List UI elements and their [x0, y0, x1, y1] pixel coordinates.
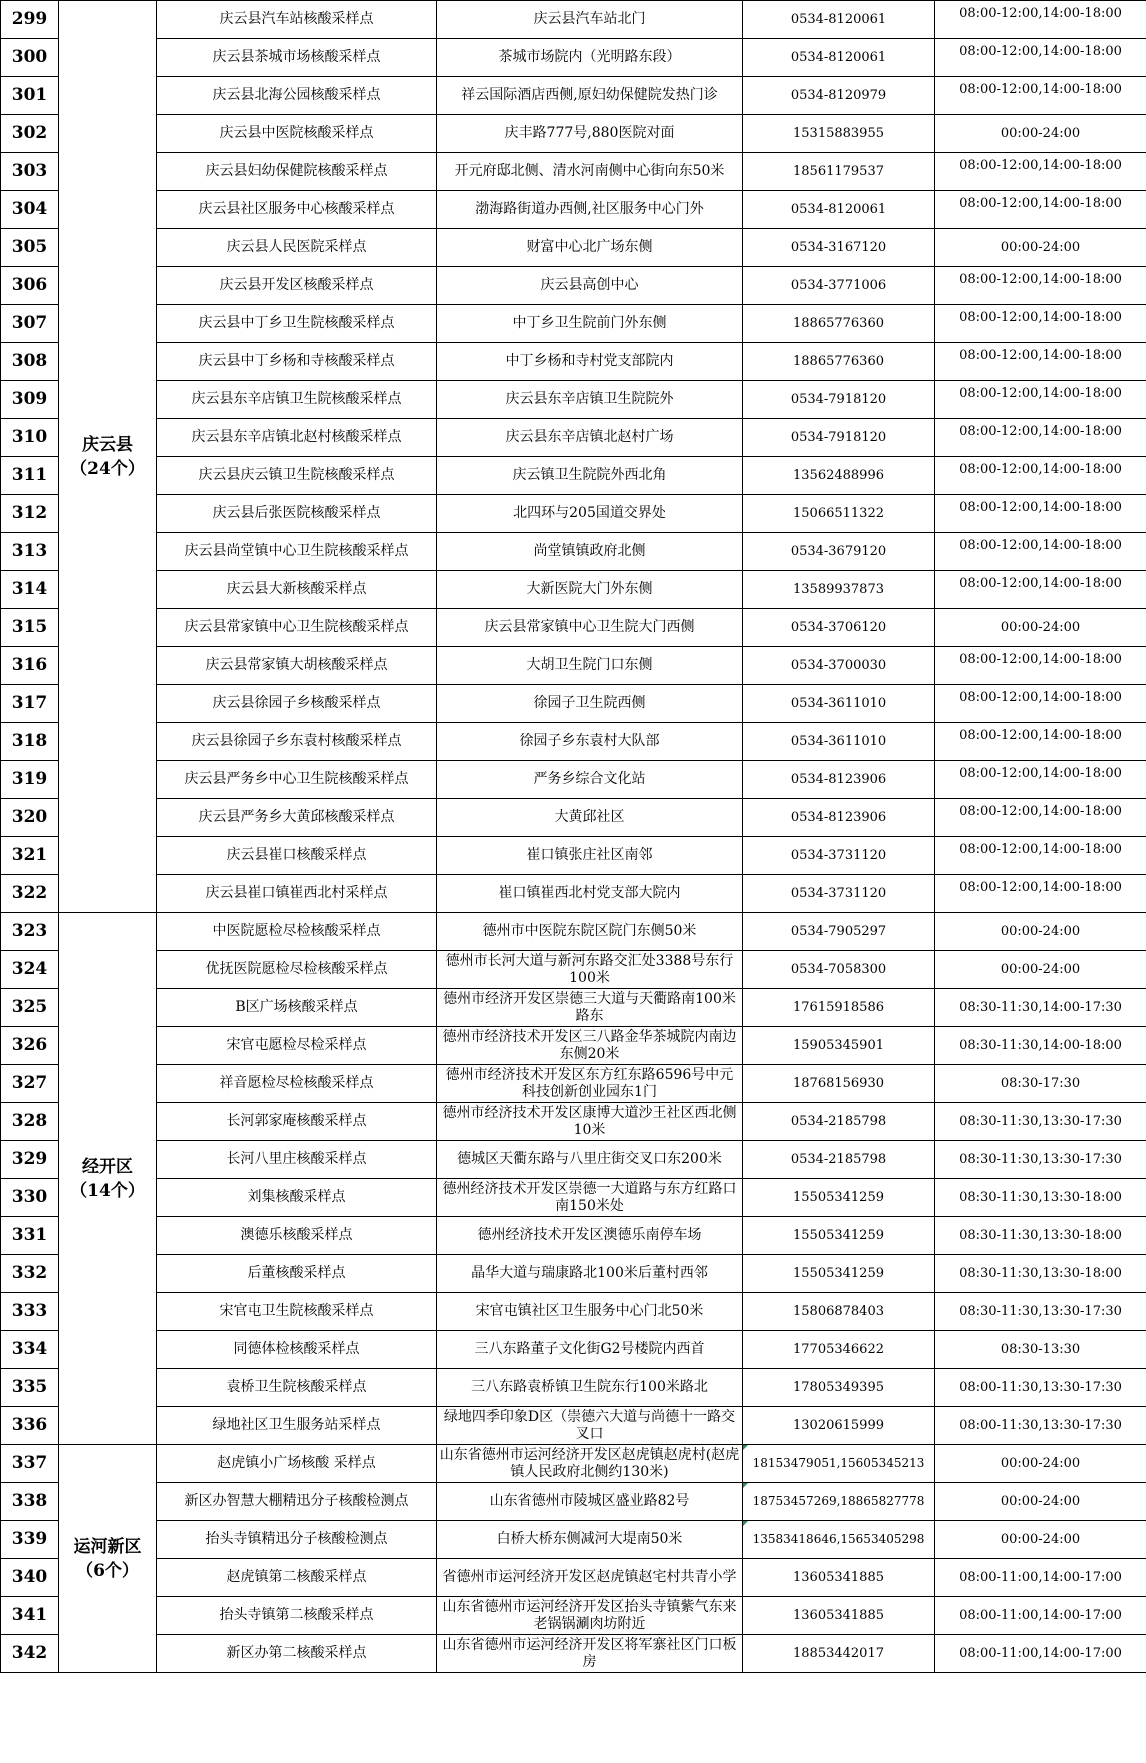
row-number: 316 [1, 647, 59, 685]
site-name: 绿地社区卫生服务站采样点 [157, 1407, 437, 1445]
site-phone: 18865776360 [743, 343, 935, 381]
site-hours: 08:00-12:00,14:00-18:00 [935, 495, 1146, 533]
site-phone: 0534-3731120 [743, 875, 935, 913]
row-number: 340 [1, 1559, 59, 1597]
row-number: 319 [1, 761, 59, 799]
site-phone: 18853442017 [743, 1635, 935, 1673]
site-hours: 08:00-12:00,14:00-18:00 [935, 837, 1146, 875]
site-address: 德州市中医院东院区院门东侧50米 [437, 913, 743, 951]
district-cell [59, 1445, 157, 1673]
row-number: 310 [1, 419, 59, 457]
site-phone: 0534-7918120 [743, 381, 935, 419]
site-name: 后董核酸采样点 [157, 1255, 437, 1293]
site-hours: 08:30-11:30,13:30-18:00 [935, 1179, 1146, 1217]
table-row [1, 913, 1146, 951]
site-name: 庆云县尚堂镇中心卫生院核酸采样点 [157, 533, 437, 571]
site-address: 崔口镇张庄社区南邻 [437, 837, 743, 875]
site-hours: 08:00-11:30,13:30-17:30 [935, 1369, 1146, 1407]
site-name: 长河郭家庵核酸采样点 [157, 1103, 437, 1141]
district-count: （6个） [76, 1560, 139, 1581]
table-row [1, 153, 1146, 191]
row-number: 320 [1, 799, 59, 837]
site-address: 大新医院大门外东侧 [437, 571, 743, 609]
table-row [1, 1445, 1146, 1483]
site-address: 开元府邸北侧、清水河南侧中心街向东50米 [437, 153, 743, 191]
row-number: 317 [1, 685, 59, 723]
site-address: 祥云国际酒店西侧,原妇幼保健院发热门诊 [437, 77, 743, 115]
table-row [1, 875, 1146, 913]
site-name: 庆云县后张医院核酸采样点 [157, 495, 437, 533]
site-phone: 0534-8123906 [743, 799, 935, 837]
site-address: 尚堂镇镇政府北侧 [437, 533, 743, 571]
table-row [1, 267, 1146, 305]
site-hours: 08:00-12:00,14:00-18:00 [935, 1, 1146, 39]
site-phone: 0534-8123906 [743, 761, 935, 799]
site-phone: 18561179537 [743, 153, 935, 191]
site-hours: 08:00-12:00,14:00-18:00 [935, 457, 1146, 495]
site-address: 绿地四季印象D区（崇德六大道与尚德十一路交叉口 [437, 1407, 743, 1445]
table-row [1, 1141, 1146, 1179]
site-phone: 13562488996 [743, 457, 935, 495]
site-address: 大胡卫生院门口东侧 [437, 647, 743, 685]
row-number: 305 [1, 229, 59, 267]
site-name: 庆云县茶城市场核酸采样点 [157, 39, 437, 77]
row-number: 321 [1, 837, 59, 875]
row-number: 322 [1, 875, 59, 913]
row-number: 299 [1, 1, 59, 39]
site-name: 新区办第二核酸采样点 [157, 1635, 437, 1673]
table-row [1, 799, 1146, 837]
site-hours: 00:00-24:00 [935, 951, 1146, 989]
site-phone: 17705346622 [743, 1331, 935, 1369]
row-number: 312 [1, 495, 59, 533]
site-address: 庆云县常家镇中心卫生院大门西侧 [437, 609, 743, 647]
site-address: 晶华大道与瑞康路北100米后董村西邻 [437, 1255, 743, 1293]
site-name: 袁桥卫生院核酸采样点 [157, 1369, 437, 1407]
site-address: 庆云县汽车站北门 [437, 1, 743, 39]
site-name: 新区办智慧大棚精迅分子核酸检测点 [157, 1483, 437, 1521]
site-hours: 08:00-12:00,14:00-18:00 [935, 305, 1146, 343]
row-number: 328 [1, 1103, 59, 1141]
site-phone: 0534-3679120 [743, 533, 935, 571]
site-phone: 15315883955 [743, 115, 935, 153]
site-address: 三八东路董子文化街G2号楼院内西首 [437, 1331, 743, 1369]
site-phone: 15066511322 [743, 495, 935, 533]
table-row [1, 495, 1146, 533]
site-hours: 08:30-11:30,14:00-18:00 [935, 1027, 1146, 1065]
site-name: 庆云县中丁乡卫生院核酸采样点 [157, 305, 437, 343]
site-address: 山东省德州市陵城区盛业路82号 [437, 1483, 743, 1521]
site-address: 德州市经济技术开发区东方红东路6596号中元科技创新创业园东1门 [437, 1065, 743, 1103]
row-number: 314 [1, 571, 59, 609]
site-hours: 08:30-11:30,13:30-17:30 [935, 1293, 1146, 1331]
site-phone: 17615918586 [743, 989, 935, 1027]
table-row [1, 1597, 1146, 1635]
table-row [1, 1255, 1146, 1293]
table-row [1, 343, 1146, 381]
site-hours: 08:00-12:00,14:00-18:00 [935, 723, 1146, 761]
site-hours: 00:00-24:00 [935, 1445, 1146, 1483]
site-hours: 08:00-12:00,14:00-18:00 [935, 799, 1146, 837]
table-row [1, 1, 1146, 39]
table-row [1, 1179, 1146, 1217]
site-hours: 00:00-24:00 [935, 609, 1146, 647]
site-phone: 0534-3731120 [743, 837, 935, 875]
site-hours: 08:00-11:30,13:30-17:30 [935, 1407, 1146, 1445]
site-hours: 08:30-11:30,13:30-17:30 [935, 1141, 1146, 1179]
row-number: 318 [1, 723, 59, 761]
site-name: 庆云县开发区核酸采样点 [157, 267, 437, 305]
site-hours: 08:00-12:00,14:00-18:00 [935, 685, 1146, 723]
table-row [1, 419, 1146, 457]
site-address: 德州市经济开发区崇德三大道与天衢路南100米路东 [437, 989, 743, 1027]
site-name: 庆云县崔口镇崔西北村采样点 [157, 875, 437, 913]
site-hours: 00:00-24:00 [935, 115, 1146, 153]
site-name: 长河八里庄核酸采样点 [157, 1141, 437, 1179]
site-name: 祥音愿检尽检核酸采样点 [157, 1065, 437, 1103]
site-name: 宋官屯愿检尽检采样点 [157, 1027, 437, 1065]
district-count: （24个） [70, 458, 145, 479]
site-address: 庆云县东辛店镇北赵村广场 [437, 419, 743, 457]
site-address: 茶城市场院内（光明路东段） [437, 39, 743, 77]
table-row [1, 951, 1146, 989]
table-row [1, 1217, 1146, 1255]
site-hours: 08:30-11:30,13:30-18:00 [935, 1255, 1146, 1293]
row-number: 329 [1, 1141, 59, 1179]
site-address: 庆云县高创中心 [437, 267, 743, 305]
table-row [1, 1521, 1146, 1559]
site-name: 庆云县中丁乡杨和寺核酸采样点 [157, 343, 437, 381]
site-phone: 15505341259 [743, 1179, 935, 1217]
site-name: 庆云县徐园子乡核酸采样点 [157, 685, 437, 723]
site-phone: 0534-7905297 [743, 913, 935, 951]
site-address: 山东省德州市运河经济开发区赵虎镇赵虎村(赵虎镇人民政府北侧约130米) [437, 1445, 743, 1483]
site-phone: 15505341259 [743, 1217, 935, 1255]
site-hours: 08:30-17:30 [935, 1065, 1146, 1103]
row-number: 311 [1, 457, 59, 495]
row-number: 337 [1, 1445, 59, 1483]
site-name: B区广场核酸采样点 [157, 989, 437, 1027]
site-address: 严务乡综合文化站 [437, 761, 743, 799]
row-number: 335 [1, 1369, 59, 1407]
site-phone: 17805349395 [743, 1369, 935, 1407]
site-address: 德州市经济技术开发区康博大道沙王社区西北侧10米 [437, 1103, 743, 1141]
site-name: 庆云县严务乡中心卫生院核酸采样点 [157, 761, 437, 799]
site-phone: 0534-3611010 [743, 685, 935, 723]
site-address: 白桥大桥东侧减河大堤南50米 [437, 1521, 743, 1559]
site-name: 庆云县北海公园核酸采样点 [157, 77, 437, 115]
site-hours: 08:00-12:00,14:00-18:00 [935, 761, 1146, 799]
row-number: 327 [1, 1065, 59, 1103]
site-hours: 08:00-12:00,14:00-18:00 [935, 381, 1146, 419]
site-hours: 08:00-12:00,14:00-18:00 [935, 647, 1146, 685]
site-address: 财富中心北广场东侧 [437, 229, 743, 267]
row-number: 326 [1, 1027, 59, 1065]
table-row [1, 685, 1146, 723]
site-phone: 0534-3611010 [743, 723, 935, 761]
row-number: 325 [1, 989, 59, 1027]
site-name: 庆云县人民医院采样点 [157, 229, 437, 267]
site-name: 庆云县妇幼保健院核酸采样点 [157, 153, 437, 191]
site-hours: 08:00-12:00,14:00-18:00 [935, 875, 1146, 913]
table-row [1, 1293, 1146, 1331]
site-hours: 08:00-12:00,14:00-18:00 [935, 571, 1146, 609]
row-number: 313 [1, 533, 59, 571]
table-row [1, 1407, 1146, 1445]
site-address: 徐园子乡东袁村大队部 [437, 723, 743, 761]
row-number: 301 [1, 77, 59, 115]
district-count: （14个） [70, 1180, 145, 1201]
site-phone: 15905345901 [743, 1027, 935, 1065]
site-address: 中丁乡卫生院前门外东侧 [437, 305, 743, 343]
row-number: 341 [1, 1597, 59, 1635]
site-address: 中丁乡杨和寺村党支部院内 [437, 343, 743, 381]
site-name: 赵虎镇小广场核酸 采样点 [157, 1445, 437, 1483]
row-number: 333 [1, 1293, 59, 1331]
site-phone: 13605341885 [743, 1559, 935, 1597]
site-name: 刘集核酸采样点 [157, 1179, 437, 1217]
row-number: 308 [1, 343, 59, 381]
site-hours: 08:00-12:00,14:00-18:00 [935, 343, 1146, 381]
site-hours: 08:00-12:00,14:00-18:00 [935, 77, 1146, 115]
table-row [1, 761, 1146, 799]
site-address: 徐园子卫生院西侧 [437, 685, 743, 723]
site-phone: 0534-7918120 [743, 419, 935, 457]
table-row [1, 1369, 1146, 1407]
table-row [1, 1027, 1146, 1065]
site-name: 庆云县常家镇中心卫生院核酸采样点 [157, 609, 437, 647]
table-row [1, 723, 1146, 761]
row-number: 339 [1, 1521, 59, 1559]
site-hours: 08:30-11:30,13:30-18:00 [935, 1217, 1146, 1255]
table-row [1, 533, 1146, 571]
site-name: 庆云县常家镇大胡核酸采样点 [157, 647, 437, 685]
site-hours: 08:00-12:00,14:00-18:00 [935, 39, 1146, 77]
site-hours: 08:00-11:00,14:00-17:00 [935, 1597, 1146, 1635]
row-number: 323 [1, 913, 59, 951]
table-row [1, 837, 1146, 875]
site-address: 山东省德州市运河经济开发区将军寨社区门口板房 [437, 1635, 743, 1673]
site-name: 庆云县中医院核酸采样点 [157, 115, 437, 153]
row-number: 304 [1, 191, 59, 229]
site-phone: 0534-3706120 [743, 609, 935, 647]
district-name: 运河新区 [73, 1536, 142, 1557]
row-number: 330 [1, 1179, 59, 1217]
site-name: 庆云县汽车站核酸采样点 [157, 1, 437, 39]
site-name: 庆云县东辛店镇北赵村核酸采样点 [157, 419, 437, 457]
site-address: 渤海路街道办西侧,社区服务中心门外 [437, 191, 743, 229]
table-row [1, 115, 1146, 153]
row-number: 336 [1, 1407, 59, 1445]
site-phone: 15505341259 [743, 1255, 935, 1293]
site-name: 中医院愿检尽检核酸采样点 [157, 913, 437, 951]
table-row [1, 1559, 1146, 1597]
row-number: 303 [1, 153, 59, 191]
site-address: 庆云县东辛店镇卫生院院外 [437, 381, 743, 419]
site-name: 庆云县东辛店镇卫生院核酸采样点 [157, 381, 437, 419]
site-phone: 0534-2185798 [743, 1103, 935, 1141]
site-name: 庆云县徐园子乡东袁村核酸采样点 [157, 723, 437, 761]
site-hours: 08:00-12:00,14:00-18:00 [935, 191, 1146, 229]
district-cell [59, 1, 157, 913]
site-phone: 0534-7058300 [743, 951, 935, 989]
table-row [1, 1331, 1146, 1369]
site-phone: 0534-3167120 [743, 229, 935, 267]
site-name: 庆云县社区服务中心核酸采样点 [157, 191, 437, 229]
site-name: 庆云县崔口核酸采样点 [157, 837, 437, 875]
table-row [1, 1483, 1146, 1521]
site-name: 庆云县庆云镇卫生院核酸采样点 [157, 457, 437, 495]
site-name: 抬头寺镇第二核酸采样点 [157, 1597, 437, 1635]
table-row [1, 457, 1146, 495]
site-phone: 0534-3771006 [743, 267, 935, 305]
site-address: 庆云镇卫生院院外西北角 [437, 457, 743, 495]
site-name: 庆云县大新核酸采样点 [157, 571, 437, 609]
site-address: 山东省德州市运河经济开发区抬头寺镇紫气东来老锅锅涮肉坊附近 [437, 1597, 743, 1635]
site-phone: 13583418646,15653405298 [743, 1521, 935, 1559]
table-row [1, 381, 1146, 419]
site-hours: 00:00-24:00 [935, 1521, 1146, 1559]
table-row [1, 647, 1146, 685]
site-phone: 13605341885 [743, 1597, 935, 1635]
site-phone: 18753457269,18865827778 [743, 1483, 935, 1521]
table-row [1, 77, 1146, 115]
row-number: 334 [1, 1331, 59, 1369]
table-row [1, 191, 1146, 229]
site-name: 宋官屯卫生院核酸采样点 [157, 1293, 437, 1331]
site-address: 德州市长河大道与新河东路交汇处3388号东行100米 [437, 951, 743, 989]
site-hours: 00:00-24:00 [935, 229, 1146, 267]
table-row [1, 229, 1146, 267]
site-name: 赵虎镇第二核酸采样点 [157, 1559, 437, 1597]
row-number: 302 [1, 115, 59, 153]
site-address: 德城区天衢东路与八里庄街交叉口东200米 [437, 1141, 743, 1179]
row-number: 324 [1, 951, 59, 989]
site-address: 宋官屯镇社区卫生服务中心门北50米 [437, 1293, 743, 1331]
row-number: 309 [1, 381, 59, 419]
site-name: 优抚医院愿检尽检核酸采样点 [157, 951, 437, 989]
row-number: 332 [1, 1255, 59, 1293]
site-address: 崔口镇崔西北村党支部大院内 [437, 875, 743, 913]
site-phone: 13020615999 [743, 1407, 935, 1445]
table-row [1, 989, 1146, 1027]
table-row [1, 1635, 1146, 1673]
site-phone: 0534-2185798 [743, 1141, 935, 1179]
site-hours: 08:00-12:00,14:00-18:00 [935, 419, 1146, 457]
site-name: 抬头寺镇精迅分子核酸检测点 [157, 1521, 437, 1559]
site-hours: 00:00-24:00 [935, 1483, 1146, 1521]
row-number: 331 [1, 1217, 59, 1255]
row-number: 306 [1, 267, 59, 305]
site-phone: 15806878403 [743, 1293, 935, 1331]
table-row [1, 305, 1146, 343]
table-body [1, 1, 1146, 1673]
site-address: 省德州市运河经济开发区赵虎镇赵宅村共青小学 [437, 1559, 743, 1597]
site-phone: 0534-8120061 [743, 191, 935, 229]
site-hours: 08:00-12:00,14:00-18:00 [935, 533, 1146, 571]
site-address: 三八东路袁桥镇卫生院东行100米路北 [437, 1369, 743, 1407]
site-name: 庆云县严务乡大黄邱核酸采样点 [157, 799, 437, 837]
site-phone: 18865776360 [743, 305, 935, 343]
site-phone: 18768156930 [743, 1065, 935, 1103]
row-number: 307 [1, 305, 59, 343]
row-number: 300 [1, 39, 59, 77]
site-hours: 08:00-11:00,14:00-17:00 [935, 1635, 1146, 1673]
district-name: 庆云县 [82, 434, 133, 455]
table-row [1, 1065, 1146, 1103]
site-hours: 08:00-12:00,14:00-18:00 [935, 267, 1146, 305]
table-row [1, 609, 1146, 647]
site-phone: 0534-8120061 [743, 39, 935, 77]
row-number: 342 [1, 1635, 59, 1673]
district-name: 经开区 [82, 1156, 133, 1177]
site-hours: 08:00-12:00,14:00-18:00 [935, 153, 1146, 191]
row-number: 315 [1, 609, 59, 647]
site-address: 大黄邱社区 [437, 799, 743, 837]
site-address: 德州经济技术开发区崇德一大道路与东方红路口南150米处 [437, 1179, 743, 1217]
site-hours: 08:30-11:30,14:00-17:30 [935, 989, 1146, 1027]
site-hours: 08:00-11:00,14:00-17:00 [935, 1559, 1146, 1597]
site-phone: 0534-8120061 [743, 1, 935, 39]
site-hours: 08:30-11:30,13:30-17:30 [935, 1103, 1146, 1141]
site-address: 庆丰路777号,880医院对面 [437, 115, 743, 153]
table-row [1, 39, 1146, 77]
site-hours: 00:00-24:00 [935, 913, 1146, 951]
table-row [1, 1103, 1146, 1141]
site-phone: 0534-3700030 [743, 647, 935, 685]
site-phone: 13589937873 [743, 571, 935, 609]
site-name: 同德体检核酸采样点 [157, 1331, 437, 1369]
site-address: 德州经济技术开发区澳德乐南停车场 [437, 1217, 743, 1255]
site-name: 澳德乐核酸采样点 [157, 1217, 437, 1255]
site-address: 德州市经济技术开发区三八路金华茶城院内南边东侧20米 [437, 1027, 743, 1065]
site-phone: 0534-8120979 [743, 77, 935, 115]
site-phone: 18153479051,15605345213 [743, 1445, 935, 1483]
row-number: 338 [1, 1483, 59, 1521]
district-cell [59, 913, 157, 1445]
site-hours: 08:30-13:30 [935, 1331, 1146, 1369]
site-address: 北四环与205国道交界处 [437, 495, 743, 533]
table-row [1, 571, 1146, 609]
